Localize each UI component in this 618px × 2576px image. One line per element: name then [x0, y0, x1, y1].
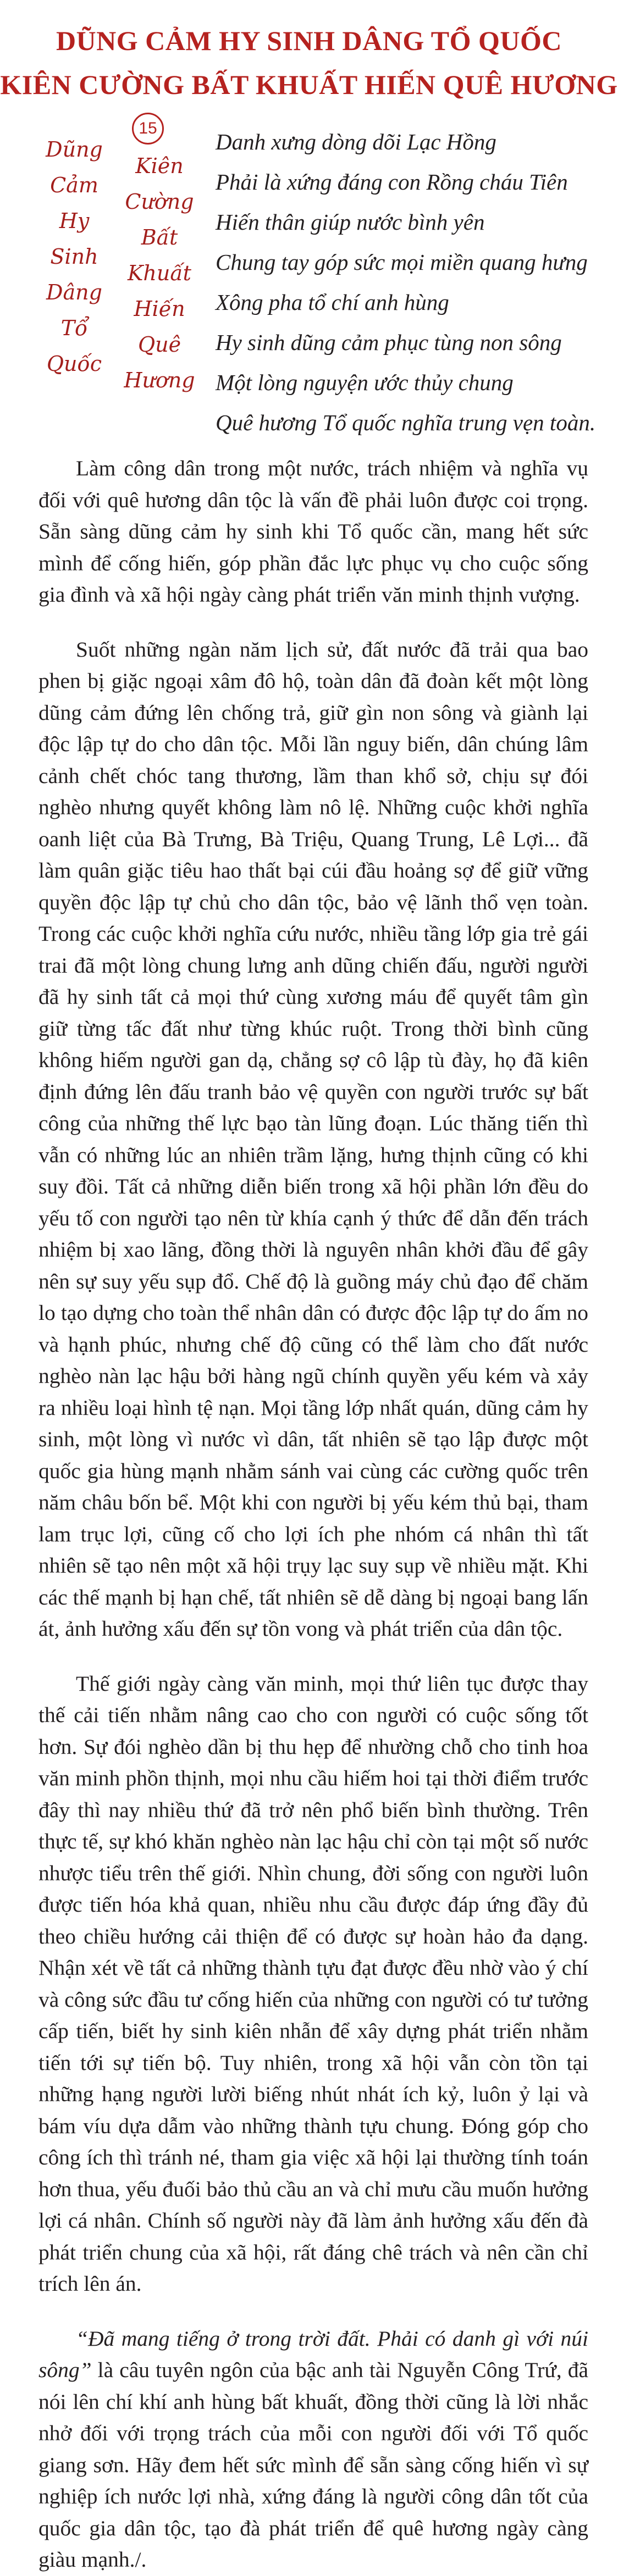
calligraphy-word: Sinh	[50, 245, 98, 269]
calligraphy-word: Kiên	[135, 154, 184, 178]
paragraph-4-text: là câu tuyên ngôn của bậc anh tài Nguyễn Công Trứ, đã nói lên chí khí anh hùng bất khuất, đồng thời cũng là lời nhắc nhở đối với trọng trách của mỗi con người đối với Tổ quốc giang sơn. Hãy đem hết sức mình để sẵn sàng cống hiến vì sự nghiệp ích nước lợi nhà, xứng đáng là người công dân tốt của quốc gia dân tộc, tạo đà phát triển để quê hương ngày càng giàu mạnh./.	[38, 2358, 588, 2572]
calligraphy-word: Dâng	[46, 280, 102, 304]
calligraphy-word: Cường	[125, 190, 194, 214]
title-line-2: KIÊN CƯỜNG BẤT KHUẤT HIẾN QUÊ HƯƠNG	[0, 69, 618, 100]
calligraphy-word: Quê	[137, 332, 181, 357]
poem-line: Một lòng nguyện ước thủy chung	[216, 370, 514, 395]
calligraphy-word: Hy	[59, 209, 90, 233]
calligraphy-word: Quốc	[46, 352, 102, 376]
paragraph-2: Suốt những ngàn năm lịch sử, đất nước đã trải qua bao phen bị giặc ngoại xâm đô hộ, toàn dân đã đoàn kết một lòng dũng cảm đứng lên chống trả, giữ gìn non sông và giành lại độc lập tự do cho dân tộc. Mỗi lần nguy biến, dân chúng lâm cảnh chết chóc tang thương, lầm than khổ sở, chịu sự đói nghèo nhưng quyết không làm nô lệ. Những cuộc khởi nghĩa oanh liệt của Bà Trưng, Bà Triệu, Quang Trung, Lê Lợi... đã làm quân giặc tiêu hao thất bại cúi đầu hoảng sợ để giữ vững quyền độc lập tự chủ cho dân tộc, bảo vệ lãnh thổ vẹn toàn. Trong các cuộc khởi nghĩa cứu nước, nhiều tầng lớp gia trẻ gái trai đã một lòng chung lưng anh dũng chiến đấu, người người đã hy sinh tất cả mọi thứ cùng xương máu để quyết tâm gìn giữ từng tấc đất như từng khúc ruột. Trong thời bình cũng không hiếm người gan dạ, chẳng sợ cô lập tù đày, họ đã kiên định đứng lên đấu tranh bảo vệ quyền con người trước sự bất công của những thế lực bạo tàn lũng đoạn. Lúc thăng tiến thì vẫn có những lúc an nhiên trầm lặng, hưng thịnh cũng có khi suy đồi. Tất cả những diễn biến trong xã hội phần lớn đều do yếu tố con người tạo nên từ khía cạnh ý thức để dẫn đến trách nhiệm bị xao lãng, đồng thời là nguyên nhân khởi đầu để gây nên sự suy yếu sụp đổ. Chế độ là guồng máy chủ đạo để chăm lo tạo dựng cho toàn thể nhân dân có được độc lập tự do ấm no và hạnh phúc, nhưng chế độ cũng có thể làm cho đất nước nghèo nàn lạc hậu bởi hàng ngũ chính quyền yếu kém và xảy ra nhiều loại hình tệ nạn. Mọi tầng lớp nhất quán, dũng cảm hy sinh, một lòng vì nước vì dân, tất nhiên sẽ tạo lập được một quốc gia hùng mạnh nhằm sánh vai cùng các cường quốc trên năm châu bốn bể. Một khi con người bị yếu kém thủ bại, tham lam trục lợi, cũng cố cho lợi ích phe nhóm cá nhân thì tất nhiên sẽ tạo nên một xã hội trụy lạc suy sụp về nhiều mặt. Khi các thế mạnh bị hạn chế, tất nhiên sẽ dễ dàng bị ngoại bang lấn át, ảnh hưởng xấu đến sự tồn vong và phát triển của dân tộc.	[38, 637, 588, 1641]
title-line-1: DŨNG CẢM HY SINH DÂNG TỔ QUỐC	[56, 25, 562, 56]
calligraphy-word: Hương	[124, 368, 195, 392]
calligraphy-word: Hiến	[134, 297, 185, 321]
paragraph-4	[38, 2323, 588, 2576]
poem-line: Danh xưng dòng dõi Lạc Hồng	[216, 129, 496, 154]
quote: “Đã mang tiếng ở trong trời đất. Phải có danh gì với núi sông”	[38, 2326, 588, 2382]
calligraphy-word: Khuất	[128, 261, 191, 285]
calligraphy-right	[118, 148, 201, 398]
calligraphy-word: Cảm	[50, 173, 98, 197]
poem-line: Phải là xứng đáng con Rồng cháu Tiên	[216, 169, 568, 195]
calligraphy-word: Bất	[141, 225, 178, 249]
poem-line: Chung tay góp sức mọi miền quang hưng	[216, 249, 588, 275]
article-number-badge: 15	[132, 113, 164, 145]
calligraphy-left	[30, 132, 118, 382]
calligraphy-word: Dũng	[46, 137, 103, 162]
poem-line: Hiến thân giúp nước bình yên	[216, 209, 485, 235]
poem-line: Xông pha tổ chí anh hùng	[216, 290, 449, 315]
article-body	[38, 453, 588, 2576]
poem-line: Quê hương Tổ quốc nghĩa trung vẹn toàn.	[216, 410, 596, 435]
calligraphy-word: Tổ	[60, 316, 88, 340]
paragraph-1: Làm công dân trong một nước, trách nhiệm và nghĩa vụ đối với quê hương dân tộc là vấn đề phải luôn được coi trọng. Sẵn sàng dũng cảm hy sinh khi Tổ quốc cần, mang hết sức mình để cống hiến, góp phần đắc lực phục vụ cho cuộc sống gia đình và xã hội ngày càng phát triển văn minh thịnh vượng.	[38, 456, 588, 607]
poem-line: Hy sinh dũng cảm phục tùng non sông	[216, 330, 562, 355]
paragraph-3: Thế giới ngày càng văn minh, mọi thứ liên tục được thay thế cải tiến nhằm nâng cao cho con người có cuộc sống tốt hơn. Sự đói nghèo dần bị thu hẹp để nhường chỗ cho tinh hoa văn minh phồn thịnh, mọi nhu cầu hiếm hoi tại thời điểm trước đây thì nay nhiều thứ đã trở nên phổ biến bình thường. Trên thực tế, sự khó khăn nghèo nàn lạc hậu chỉ còn tại một số nước nhược tiểu trên thế giới. Nhìn chung, đời sống con người luôn được tiến hóa khả quan, nhiều nhu cầu được đáp ứng đầy đủ theo chiều hướng cải thiện để có được sự hoàn hảo đa dạng. Nhận xét về tất cả những thành tựu đạt được đều nhờ vào ý chí và công sức đầu tư cống hiến của những con người có tư tưởng cấp tiến, biết hy sinh kiên nhẫn để xây dựng phát triển nhằm tiến tới sự tiến bộ. Tuy nhiên, trong xã hội vẫn còn tồn tại những hạng người lười biếng nhút nhát ích kỷ, luôn ỷ lại và bám víu dựa dẫm vào những thành tựu chung. Đóng góp cho công ích thì tránh né, tham gia việc xã hội lại thường tính toán hơn thua, yếu đuối bảo thủ cầu an và chỉ mưu cầu muốn hưởng lợi cá nhân. Chính số người này đã làm ảnh hưởng xấu đến đà phát triển chung của xã hội, rất đáng chê trách và nên cần chỉ trích lên án.	[38, 1671, 588, 2296]
poem	[216, 122, 611, 443]
